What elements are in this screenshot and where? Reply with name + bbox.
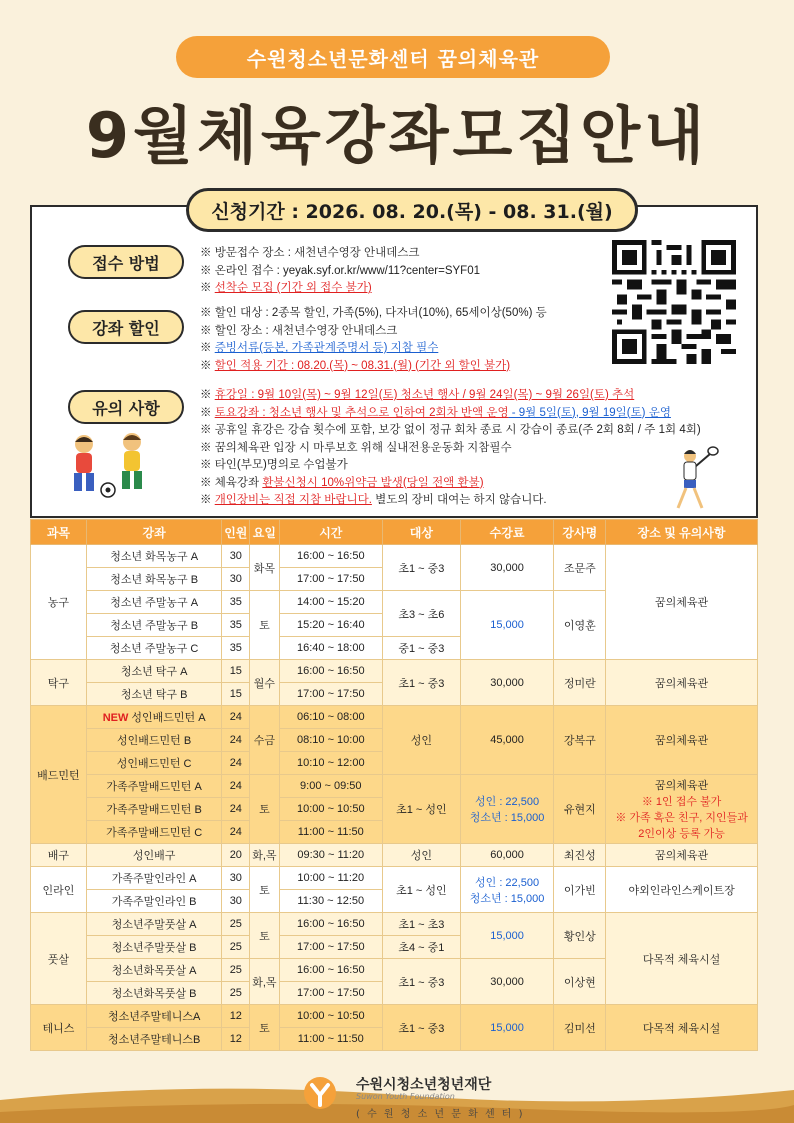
- course-cell: 성인배드민턴 C: [86, 752, 222, 775]
- section-label-notice: 유의 사항: [68, 390, 184, 424]
- capacity-cell: 30: [222, 545, 250, 568]
- capacity-cell: 35: [222, 614, 250, 637]
- table-row: [31, 1005, 758, 1028]
- capacity-cell: 35: [222, 637, 250, 660]
- time-cell: 16:40 ~ 18:00: [279, 637, 382, 660]
- foundation-subtitle: Suwon Youth Foundation: [356, 1092, 455, 1101]
- target-cell: 성인: [383, 706, 461, 775]
- target-cell: 초3 ~ 초6: [383, 591, 461, 637]
- course-cell: 청소년 탁구 A: [86, 660, 222, 683]
- day-cell: 화,목: [250, 959, 279, 1005]
- course-cell: 청소년주말테니스B: [86, 1028, 222, 1051]
- time-cell: 9:00 ~ 09:50: [279, 775, 382, 798]
- day-cell: 화,목: [250, 844, 279, 867]
- capacity-cell: 12: [222, 1028, 250, 1051]
- day-cell: 토: [250, 591, 279, 660]
- subject-cell: 배구: [31, 844, 87, 867]
- table-row: [31, 660, 758, 683]
- instructor-cell: 이상현: [554, 959, 606, 1005]
- discount-text: [200, 305, 547, 375]
- time-cell: 17:00 ~ 17:50: [279, 936, 382, 959]
- notice-line: ※ 휴강일 : 9월 10일(목) ~ 9월 12일(토) 청소년 행사 / 9월 24일(목) ~ 9월 26일(토) 추석: [200, 389, 635, 401]
- time-cell: 16:00 ~ 16:50: [279, 660, 382, 683]
- location-cell: 꿈의체육관: [606, 545, 758, 660]
- kids-soccer-icon: [62, 430, 158, 502]
- fee-cell: 성인 : 22,500 청소년 : 15,000: [460, 867, 554, 913]
- time-cell: 16:00 ~ 16:50: [279, 959, 382, 982]
- subject-cell: 탁구: [31, 660, 87, 706]
- location-cell: 야외인라인스케이트장: [606, 867, 758, 913]
- fee-cell: 60,000: [460, 844, 554, 867]
- instructor-cell: 황인상: [554, 913, 606, 959]
- time-cell: 08:10 ~ 10:00: [279, 729, 382, 752]
- fee-cell: 30,000: [460, 959, 554, 1005]
- target-cell: 성인: [383, 844, 461, 867]
- capacity-cell: 25: [222, 959, 250, 982]
- location-cell: 다목적 체육시설: [606, 1005, 758, 1051]
- time-cell: 16:00 ~ 16:50: [279, 545, 382, 568]
- subject-cell: 테니스: [31, 1005, 87, 1051]
- application-period: 신청기간 : 2026. 08. 20.(목) - 08. 31.(월): [186, 188, 638, 232]
- location-cell: 다목적 체육시설: [606, 913, 758, 1005]
- course-cell: 성인배구: [86, 844, 222, 867]
- course-cell: 청소년 주말농구 B: [86, 614, 222, 637]
- discount-line: ※ 증빙서류(등본, 가족관계증명서 등) 지참 필수: [200, 342, 439, 354]
- time-cell: 17:00 ~ 17:50: [279, 683, 382, 706]
- badminton-player-icon: [664, 446, 724, 516]
- day-cell: 토: [250, 867, 279, 913]
- fee-cell: 15,000: [460, 591, 554, 660]
- location-cell: 꿈의체육관: [606, 660, 758, 706]
- course-cell: 성인배드민턴 B: [86, 729, 222, 752]
- course-cell: 가족주말배드민턴 A: [86, 775, 222, 798]
- capacity-cell: 25: [222, 913, 250, 936]
- capacity-cell: 15: [222, 660, 250, 683]
- target-cell: 초1 ~ 중3: [383, 959, 461, 1005]
- instructor-cell: 강복구: [554, 706, 606, 775]
- course-cell: NEW 성인배드민턴 A: [86, 706, 222, 729]
- target-cell: 초1 ~ 중3: [383, 545, 461, 591]
- course-cell: 가족주말배드민턴 C: [86, 821, 222, 844]
- capacity-cell: 25: [222, 936, 250, 959]
- capacity-cell: 24: [222, 821, 250, 844]
- capacity-cell: 24: [222, 752, 250, 775]
- schedule-table: [30, 519, 758, 1051]
- time-cell: 06:10 ~ 08:00: [279, 706, 382, 729]
- time-cell: 15:20 ~ 16:40: [279, 614, 382, 637]
- fee-cell: 15,000: [460, 1005, 554, 1051]
- header-capacity: 인원: [222, 520, 250, 545]
- time-cell: 11:00 ~ 11:50: [279, 821, 382, 844]
- fee-cell: 45,000: [460, 706, 554, 775]
- subject-cell: 배드민턴: [31, 706, 87, 844]
- course-cell: 청소년 화목농구 A: [86, 545, 222, 568]
- table-row: [31, 775, 758, 798]
- day-cell: 토: [250, 913, 279, 959]
- capacity-cell: 24: [222, 706, 250, 729]
- instructor-cell: 정미란: [554, 660, 606, 706]
- time-cell: 17:00 ~ 17:50: [279, 568, 382, 591]
- day-cell: 수금: [250, 706, 279, 775]
- time-cell: 16:00 ~ 16:50: [279, 913, 382, 936]
- header-subject: 과목: [31, 520, 87, 545]
- day-cell: 화목: [250, 545, 279, 591]
- notice-text: [200, 387, 701, 510]
- instructor-cell: 유현지: [554, 775, 606, 844]
- subject-cell: 농구: [31, 545, 87, 660]
- day-cell: 월수: [250, 660, 279, 706]
- apply-text: [200, 245, 480, 298]
- capacity-cell: 24: [222, 729, 250, 752]
- target-cell: 중1 ~ 중3: [383, 637, 461, 660]
- capacity-cell: 24: [222, 775, 250, 798]
- location-cell: 꿈의체육관 ※ 1인 접수 불가 ※ 가족 혹은 친구, 지인들과 2인이상 등록 가능: [606, 775, 758, 844]
- center-name: ( 수 원 청 소 년 문 화 센 터 ): [356, 1109, 525, 1120]
- day-cell: 토: [250, 1005, 279, 1051]
- new-badge: NEW: [102, 712, 129, 724]
- capacity-cell: 15: [222, 683, 250, 706]
- time-cell: 10:00 ~ 10:50: [279, 1005, 382, 1028]
- capacity-cell: 30: [222, 867, 250, 890]
- instructor-cell: 이영훈: [554, 591, 606, 660]
- subject-cell: 인라인: [31, 867, 87, 913]
- page-title: 9월체육강좌모집안내: [85, 99, 709, 172]
- discount-line: ※ 할인 적용 기간 : 08.20.(목) ~ 08.31.(월) (기간 외 할인 불가): [200, 359, 511, 372]
- header-instructor: 강사명: [554, 520, 606, 545]
- capacity-cell: 12: [222, 1005, 250, 1028]
- instructor-cell: 이가빈: [554, 867, 606, 913]
- course-cell: 청소년 탁구 B: [86, 683, 222, 706]
- apply-line: ※ 온라인 접수 : yeyak.syf.or.kr/www/11?center=SYF01: [200, 264, 480, 277]
- time-cell: 10:00 ~ 10:50: [279, 798, 382, 821]
- instructor-cell: 김미선: [554, 1005, 606, 1051]
- target-cell: 초1 ~ 초3: [383, 913, 461, 936]
- time-cell: 14:00 ~ 15:20: [279, 591, 382, 614]
- notice-line: ※ 타인(부모)명의로 수업불가: [200, 459, 348, 471]
- header-target: 대상: [383, 520, 461, 545]
- header-day: 요일: [250, 520, 279, 545]
- notice-line: ※ 꿈의체육관 입장 시 마루보호 위해 실내전용운동화 지참필수: [200, 441, 512, 454]
- section-label-apply: 접수 방법: [68, 245, 184, 279]
- notice-line: ※ 개인장비는 직접 지참 바랍니다. 별도의 장비 대여는 하지 않습니다.: [200, 494, 547, 506]
- subject-cell: 풋살: [31, 913, 87, 1005]
- header-fee: 수강료: [460, 520, 554, 545]
- fee-cell: 15,000: [460, 913, 554, 959]
- table-row: [31, 913, 758, 936]
- course-cell: 청소년화목풋살 B: [86, 982, 222, 1005]
- course-cell: 청소년 주말농구 C: [86, 637, 222, 660]
- fee-cell: 성인 : 22,500 청소년 : 15,000: [460, 775, 554, 844]
- qr-code-icon[interactable]: [612, 240, 736, 364]
- header-location: 장소 및 유의사항: [606, 520, 758, 545]
- capacity-cell: 25: [222, 982, 250, 1005]
- day-cell: 토: [250, 775, 279, 844]
- discount-line: ※ 할인 장소 : 새천년수영장 안내데스크: [200, 324, 398, 337]
- table-row: [31, 706, 758, 729]
- time-cell: 17:00 ~ 17:50: [279, 982, 382, 1005]
- organization-banner: 수원청소년문화센터 꿈의체육관: [176, 36, 610, 78]
- header-course: 강좌: [86, 520, 222, 545]
- fee-cell: 30,000: [460, 545, 554, 591]
- table-row: [31, 545, 758, 568]
- capacity-cell: 35: [222, 591, 250, 614]
- notice-line: ※ 토요강좌 : 청소년 행사 및 추석으로 인하여 2회차 반액 운영 - 9월 5일(토), 9월 19일(토) 운영: [200, 406, 671, 419]
- target-cell: 초1 ~ 성인: [383, 775, 461, 844]
- location-cell: 꿈의체육관: [606, 844, 758, 867]
- discount-line: ※ 할인 대상 : 2종목 할인, 가족(5%), 다자녀(10%), 65세이상(50%) 등: [200, 307, 547, 319]
- fee-cell: 30,000: [460, 660, 554, 706]
- target-cell: 초1 ~ 성인: [383, 867, 461, 913]
- notice-line: ※ 공휴일 휴강은 강습 횟수에 포함, 보강 없이 정규 회차 종료 시 강습이 종료(주 2회 8회 / 주 1회 4회): [200, 424, 701, 436]
- table-header-row: [31, 520, 758, 545]
- instructor-cell: 최진성: [554, 844, 606, 867]
- apply-line: ※ 방문접수 장소 : 새천년수영장 안내데스크: [200, 247, 420, 259]
- course-cell: 가족주말인라인 A: [86, 867, 222, 890]
- time-cell: 10:10 ~ 12:00: [279, 752, 382, 775]
- table-row: [31, 844, 758, 867]
- time-cell: 11:00 ~ 11:50: [279, 1028, 382, 1051]
- header-time: 시간: [279, 520, 382, 545]
- course-cell: 가족주말인라인 B: [86, 890, 222, 913]
- capacity-cell: 24: [222, 798, 250, 821]
- notice-line: ※ 체육강좌 환불신청시 10%위약금 발생(당일 전액 환불): [200, 476, 484, 489]
- apply-line: ※ 선착순 모집 (기간 외 접수 불가): [200, 282, 372, 294]
- course-cell: 청소년주말풋살 B: [86, 936, 222, 959]
- foundation-name: 수원시청소년청년재단: [356, 1077, 492, 1093]
- time-cell: 10:00 ~ 11:20: [279, 867, 382, 890]
- course-cell: 청소년 주말농구 A: [86, 591, 222, 614]
- table-row: [31, 867, 758, 890]
- course-cell: 가족주말배드민턴 B: [86, 798, 222, 821]
- course-cell: 청소년주말테니스A: [86, 1005, 222, 1028]
- location-cell: 꿈의체육관: [606, 706, 758, 775]
- capacity-cell: 30: [222, 568, 250, 591]
- course-cell: 청소년 화목농구 B: [86, 568, 222, 591]
- capacity-cell: 30: [222, 890, 250, 913]
- capacity-cell: 20: [222, 844, 250, 867]
- section-label-discount: 강좌 할인: [68, 310, 184, 344]
- target-cell: 초4 ~ 중1: [383, 936, 461, 959]
- time-cell: 11:30 ~ 12:50: [279, 890, 382, 913]
- course-cell: 청소년주말풋살 A: [86, 913, 222, 936]
- target-cell: 초1 ~ 중3: [383, 1005, 461, 1051]
- target-cell: 초1 ~ 중3: [383, 660, 461, 706]
- instructor-cell: 조문주: [554, 545, 606, 591]
- time-cell: 09:30 ~ 11:20: [279, 844, 382, 867]
- course-cell: 청소년화목풋살 A: [86, 959, 222, 982]
